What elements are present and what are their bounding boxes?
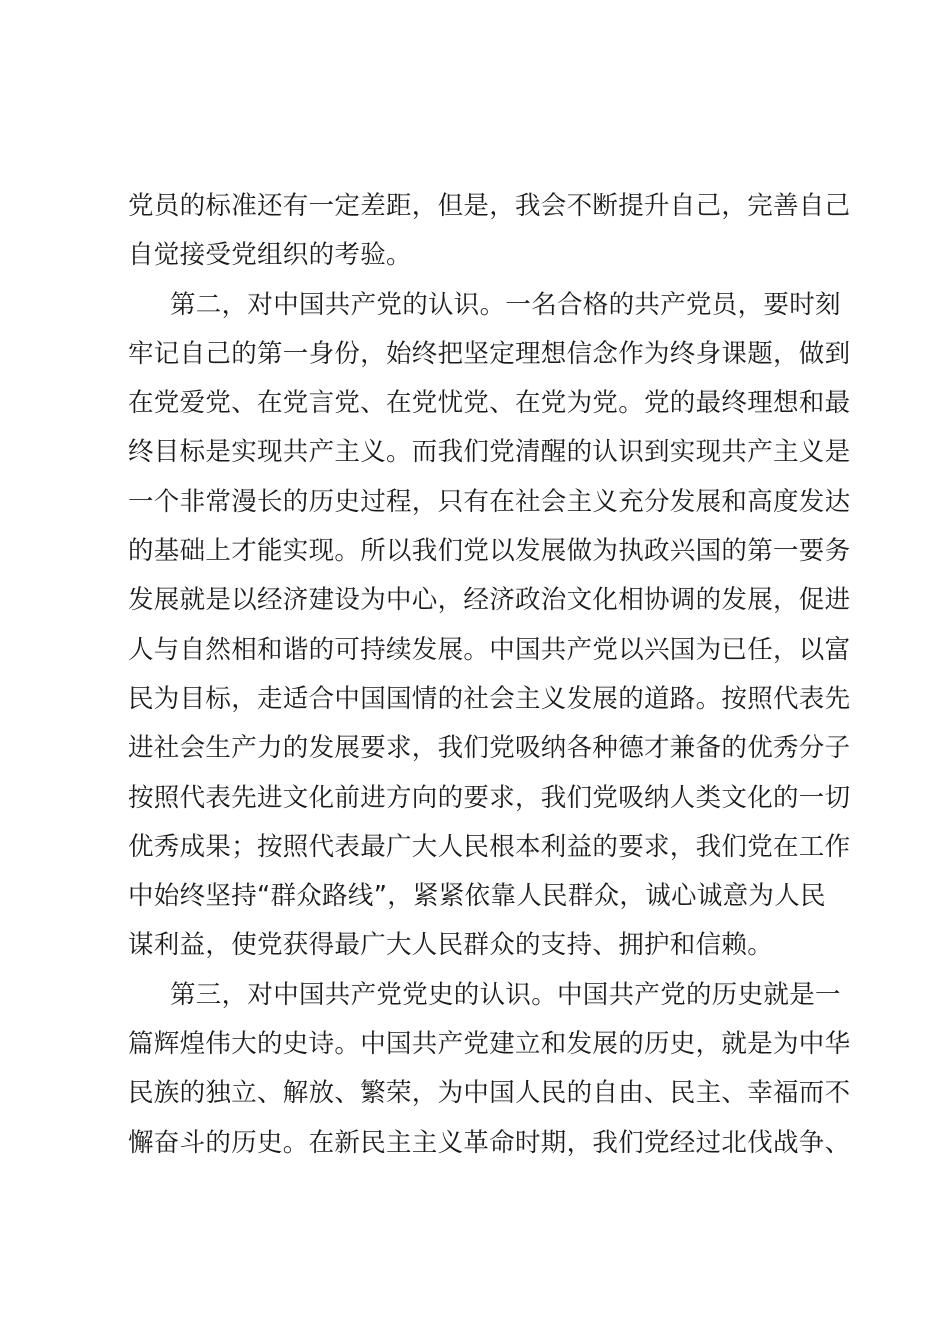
text-line: 进社会生产力的发展要求，我们党吸纳各种德才兼备的优秀分子 xyxy=(128,733,851,764)
text-line: 按照代表先进文化前进方向的要求，我们党吸纳人类文化的一切 xyxy=(128,782,851,813)
text-line: 的基础上才能实现。所以我们党以发展做为执政兴国的第一要务 xyxy=(128,536,851,567)
text-line: 人与自然相和谐的可持续发展。中国共产党以兴国为已任，以富 xyxy=(128,634,851,665)
text-line: 谋利益，使党获得最广大人民群众的支持、拥护和信赖。 xyxy=(128,930,774,961)
text-line: 中始终坚持“群众路线”，紧紧依靠人民群众，诚心诚意为人民 xyxy=(128,881,826,912)
text-line: 在党爱党、在党言党、在党忧党、在党为党。党的最终理想和最 xyxy=(128,388,851,419)
text-line: 牢记自己的第一身份，始终把坚定理想信念作为终身课题，做到 xyxy=(128,338,851,369)
text-line: 民族的独立、解放、繁荣，为中国人民的自由、民主、幸福而不 xyxy=(128,1078,851,1109)
text-line: 发展就是以经济建设为中心，经济政治文化相协调的发展，促进 xyxy=(128,585,851,616)
text-line: 民为目标，走适合中国国情的社会主义发展的道路。按照代表先 xyxy=(128,683,851,714)
text-line: 终目标是实现共产主义。而我们党清醒的认识到实现共产主义是 xyxy=(128,437,851,468)
text-line: 党员的标准还有一定差距，但是，我会不断提升自己，完善自己 xyxy=(128,191,851,221)
document-body xyxy=(128,182,851,1168)
text-line: 自觉接受党组织的考验。 xyxy=(128,240,412,271)
text-line: 懈奋斗的历史。在新民主主义革命时期，我们党经过北伐战争、 xyxy=(128,1127,851,1158)
paragraph-start-line: 第三，对中国共产党党史的认识。中国共产党的历史就是一 xyxy=(170,979,841,1010)
text-line: 篇辉煌伟大的史诗。中国共产党建立和发展的历史，就是为中华 xyxy=(128,1029,851,1060)
paragraph-start-line: 第二，对中国共产党的认识。一名合格的共产党员，要时刻 xyxy=(170,289,841,320)
text-line: 优秀成果；按照代表最广大人民根本利益的要求，我们党在工作 xyxy=(128,831,851,862)
text-line: 一个非常漫长的历史过程，只有在社会主义充分发展和高度发达 xyxy=(128,486,851,517)
